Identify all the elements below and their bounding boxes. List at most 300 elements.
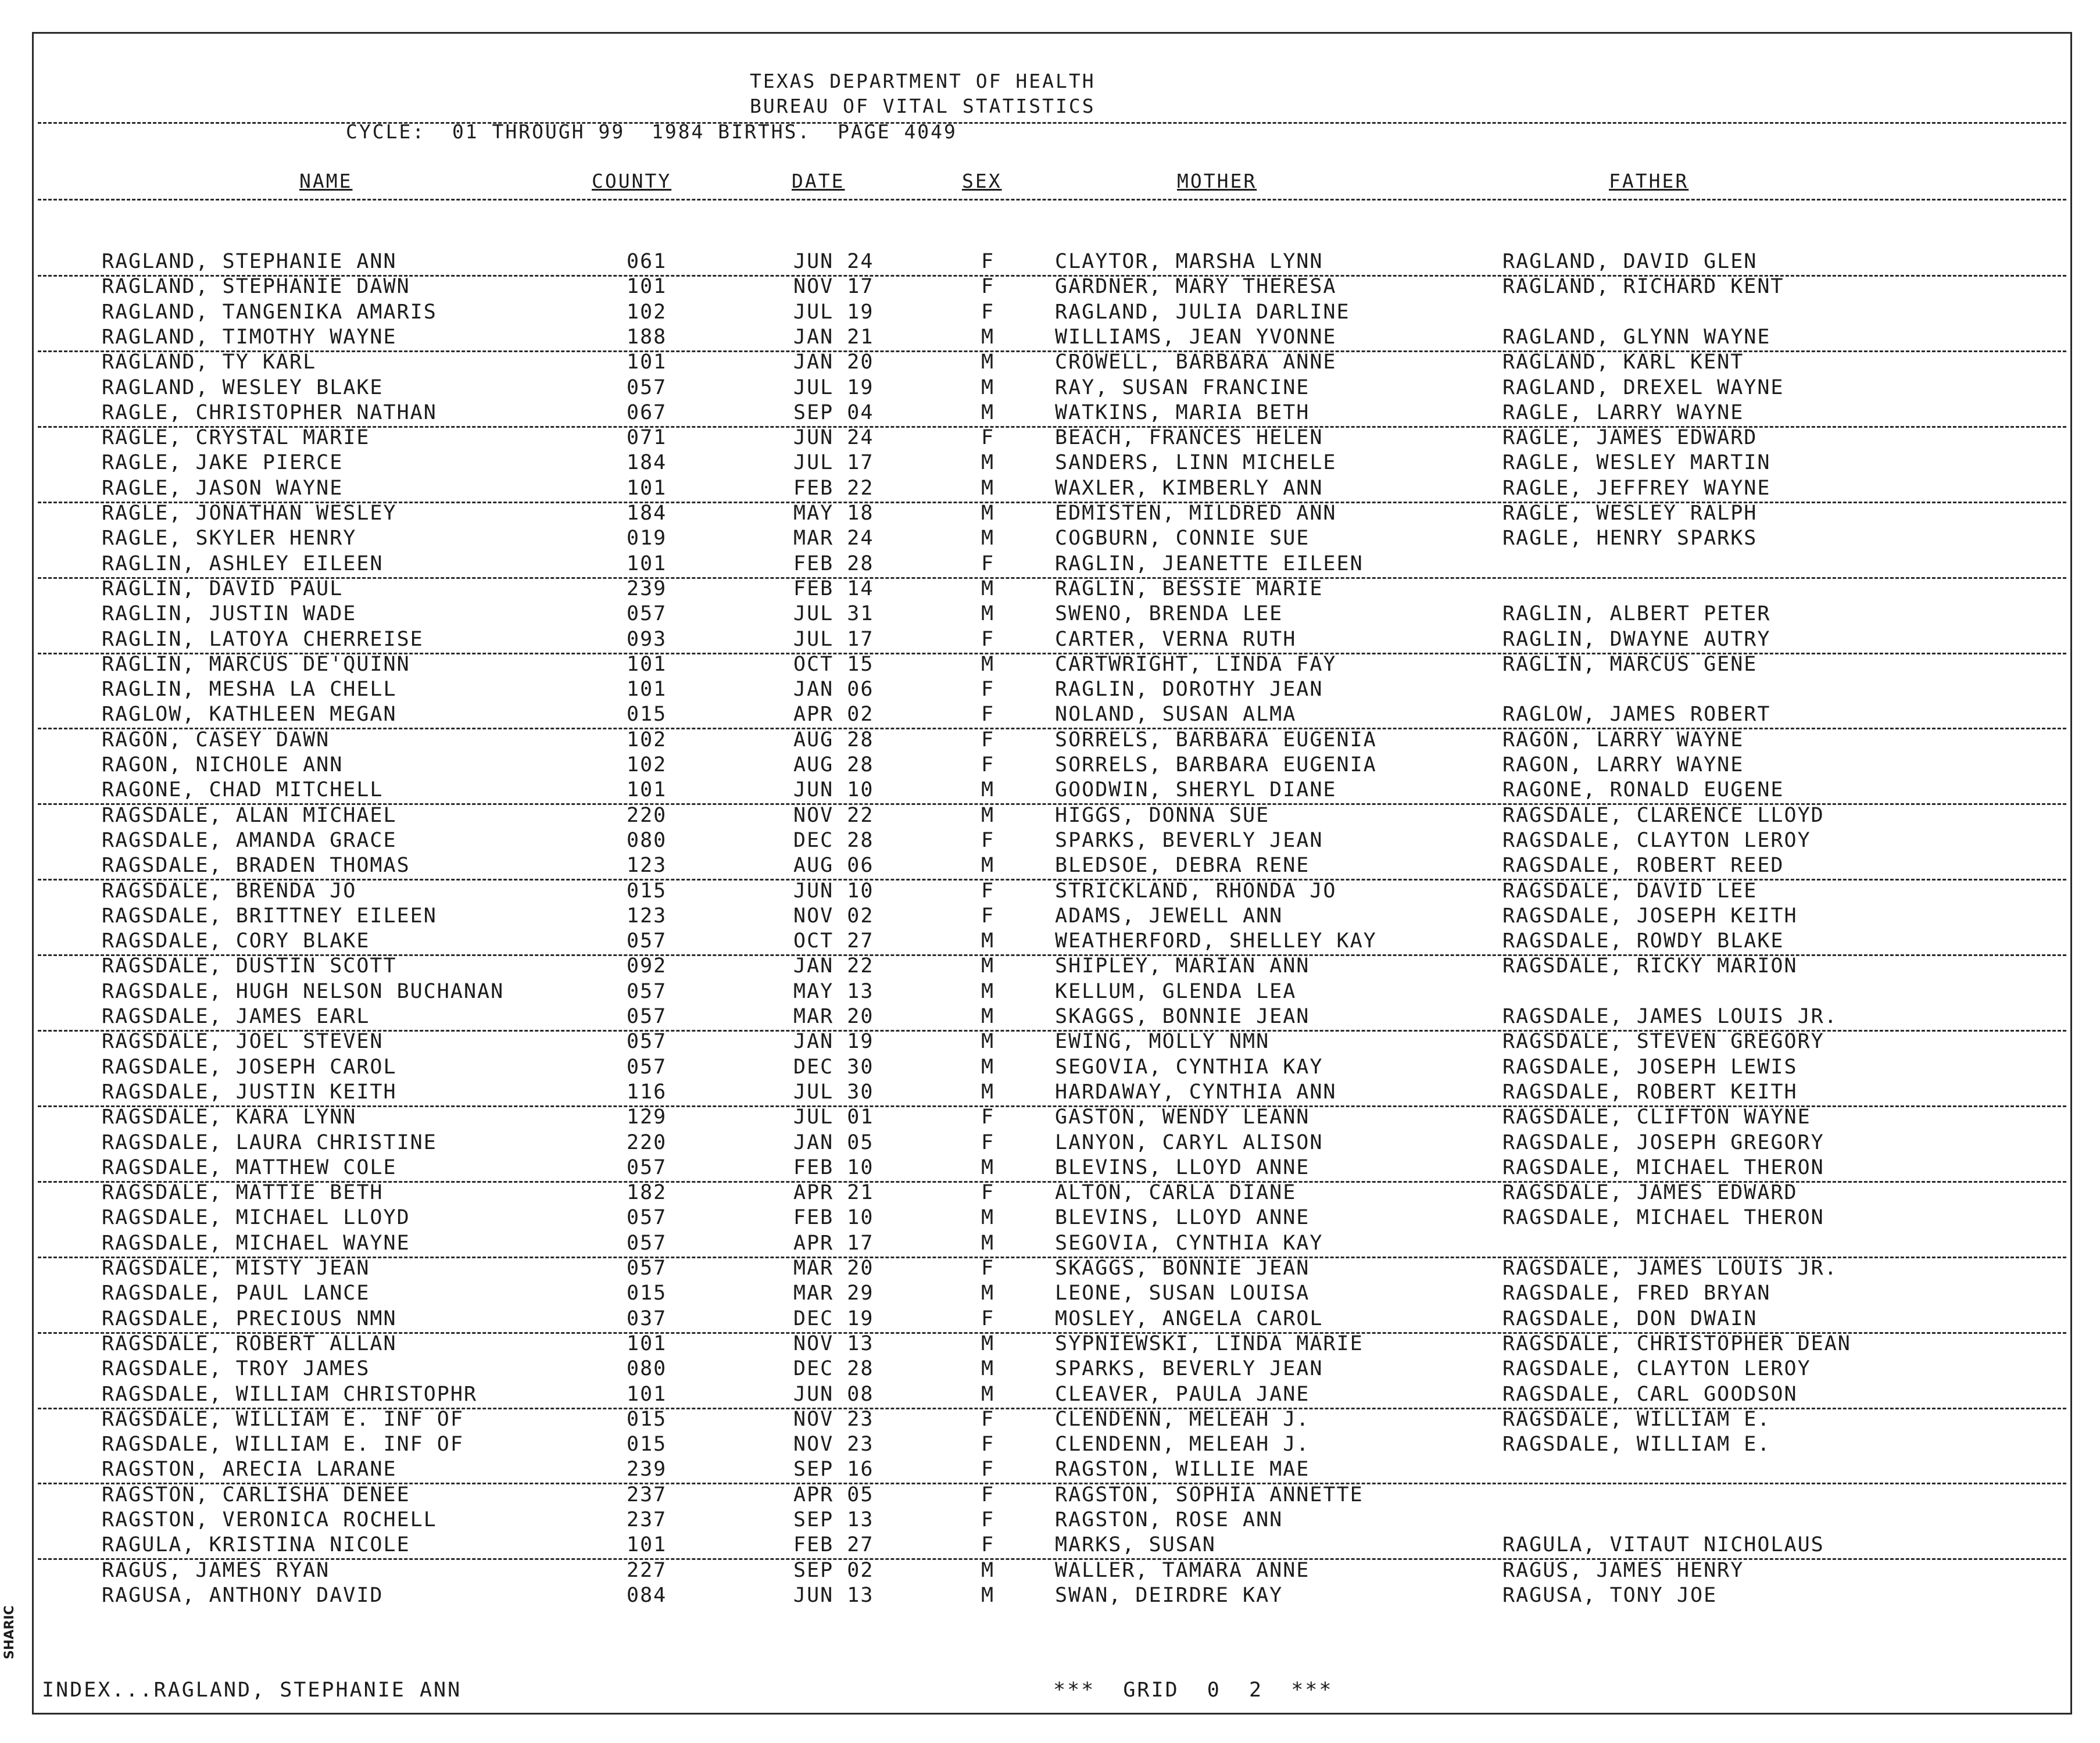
cell-date: APR 02 xyxy=(793,703,874,726)
cell-date: SEP 04 xyxy=(793,401,874,424)
cell-sex: M xyxy=(981,954,995,978)
cell-sex: F xyxy=(981,1105,995,1129)
table-row xyxy=(0,1180,2100,1205)
cell-father: RAGSDALE, JOSEPH LEWIS xyxy=(1502,1055,1798,1079)
column-header-sex: SEX xyxy=(962,170,1002,192)
cell-mother: KELLUM, GLENDA LEA xyxy=(1055,980,1297,1003)
cell-father: RAGLE, JEFFREY WAYNE xyxy=(1502,477,1771,500)
cell-mother: SYPNIEWSKI, LINDA MARIE xyxy=(1055,1332,1364,1355)
cell-mother: GOODWIN, SHERYL DIANE xyxy=(1055,778,1337,801)
cell-date: JAN 05 xyxy=(793,1131,874,1154)
cell-date: JUL 17 xyxy=(793,451,874,474)
cell-sex: F xyxy=(981,1257,995,1280)
cell-date: JUL 19 xyxy=(793,300,874,324)
cell-father: RAGLE, HENRY SPARKS xyxy=(1502,527,1758,550)
cell-name: RAGSDALE, JOEL STEVEN xyxy=(102,1030,384,1053)
column-header-name: NAME xyxy=(299,170,353,192)
table-row xyxy=(0,677,2100,702)
table-row xyxy=(0,375,2100,400)
cell-mother: COGBURN, CONNIE SUE xyxy=(1055,527,1310,550)
cell-county: 057 xyxy=(627,1156,667,1179)
cell-county: 057 xyxy=(627,1206,667,1229)
cell-name: RAGSDALE, JUSTIN KEITH xyxy=(102,1080,397,1104)
table-row xyxy=(0,525,2100,551)
cell-name: RAGSDALE, WILLIAM E. INF OF xyxy=(102,1408,464,1431)
cell-father: RAGLIN, MARCUS GENE xyxy=(1502,653,1758,676)
table-row xyxy=(0,1331,2100,1357)
cell-county: 116 xyxy=(627,1080,667,1104)
cell-name: RAGSDALE, MICHAEL LLOYD xyxy=(102,1206,410,1229)
cell-county: 102 xyxy=(627,728,667,751)
table-row xyxy=(0,752,2100,778)
table-row xyxy=(0,601,2100,627)
cell-county: 084 xyxy=(627,1584,667,1607)
cell-mother: CARTER, VERNA RUTH xyxy=(1055,628,1297,651)
cell-sex: F xyxy=(981,300,995,324)
cell-sex: M xyxy=(981,1156,995,1179)
cell-name: RAGON, CASEY DAWN xyxy=(102,728,330,751)
cell-date: FEB 27 xyxy=(793,1533,874,1556)
cell-father: RAGLAND, DREXEL WAYNE xyxy=(1502,376,1784,399)
table-row xyxy=(0,274,2100,299)
cell-date: MAR 29 xyxy=(793,1282,874,1305)
cell-name: RAGSTON, CARLISHA DENEE xyxy=(102,1483,410,1506)
table-row xyxy=(0,903,2100,929)
cell-county: 188 xyxy=(627,325,667,349)
cell-name: RAGSTON, ARECIA LARANE xyxy=(102,1458,397,1481)
table-row xyxy=(0,1381,2100,1407)
cell-mother: SKAGGS, BONNIE JEAN xyxy=(1055,1005,1310,1028)
cell-sex: M xyxy=(981,804,995,827)
cell-name: RAGSDALE, DUSTIN SCOTT xyxy=(102,954,397,978)
table-row xyxy=(0,828,2100,853)
column-header-father: FATHER xyxy=(1609,170,1689,192)
cell-date: DEC 30 xyxy=(793,1055,874,1079)
cell-sex: F xyxy=(981,1483,995,1506)
cell-sex: M xyxy=(981,451,995,474)
table-row xyxy=(0,702,2100,727)
cell-father: RAGSDALE, CLAYTON LEROY xyxy=(1502,829,1811,852)
cell-sex: M xyxy=(981,376,995,399)
cell-county: 057 xyxy=(627,376,667,399)
cell-name: RAGSDALE, BRADEN THOMAS xyxy=(102,854,410,877)
table-row xyxy=(0,1356,2100,1381)
cell-date: SEP 13 xyxy=(793,1508,874,1531)
cell-mother: MOSLEY, ANGELA CAROL xyxy=(1055,1307,1323,1330)
table-row xyxy=(0,349,2100,375)
cell-county: 015 xyxy=(627,703,667,726)
cell-date: NOV 23 xyxy=(793,1433,874,1456)
cell-mother: BEACH, FRANCES HELEN xyxy=(1055,426,1323,449)
cell-county: 102 xyxy=(627,300,667,324)
cell-father: RAGSDALE, JAMES LOUIS JR. xyxy=(1502,1257,1838,1280)
cell-sex: F xyxy=(981,904,995,928)
bureau-title: BUREAU OF VITAL STATISTICS xyxy=(750,95,1096,117)
cell-county: 101 xyxy=(627,552,667,575)
cell-county: 101 xyxy=(627,653,667,676)
cell-father: RAGSDALE, CARL GOODSON xyxy=(1502,1383,1798,1406)
cell-sex: F xyxy=(981,703,995,726)
cell-mother: CLEAVER, PAULA JANE xyxy=(1055,1383,1310,1406)
cell-mother: EWING, MOLLY NMN xyxy=(1055,1030,1270,1053)
table-row xyxy=(0,878,2100,904)
cell-name: RAGLAND, TANGENIKA AMARIS xyxy=(102,300,437,324)
cell-sex: F xyxy=(981,1307,995,1330)
cell-date: MAY 13 xyxy=(793,980,874,1003)
cell-sex: M xyxy=(981,401,995,424)
cell-name: RAGSDALE, WILLIAM CHRISTOPHR xyxy=(102,1383,478,1406)
cell-mother: CLAYTOR, MARSHA LYNN xyxy=(1055,250,1323,273)
cell-name: RAGONE, CHAD MITCHELL xyxy=(102,778,384,801)
cell-county: 019 xyxy=(627,527,667,550)
cell-county: 101 xyxy=(627,1533,667,1556)
cell-name: RAGSDALE, AMANDA GRACE xyxy=(102,829,397,852)
cell-sex: M xyxy=(981,1357,995,1380)
cell-date: DEC 28 xyxy=(793,1357,874,1380)
cell-county: 015 xyxy=(627,1433,667,1456)
column-header-divider xyxy=(38,199,2066,201)
cell-date: MAR 20 xyxy=(793,1005,874,1028)
cell-sex: F xyxy=(981,1458,995,1481)
cell-date: JUL 19 xyxy=(793,376,874,399)
cell-name: RAGLE, JONATHAN WESLEY xyxy=(102,502,397,525)
cell-name: RAGSDALE, KARA LYNN xyxy=(102,1105,357,1129)
cell-father: RAGLE, JAMES EDWARD xyxy=(1502,426,1758,449)
cell-date: OCT 27 xyxy=(793,929,874,953)
cell-name: RAGSDALE, JAMES EARL xyxy=(102,1005,370,1028)
cell-father: RAGSDALE, JAMES EDWARD xyxy=(1502,1181,1798,1204)
cell-date: APR 05 xyxy=(793,1483,874,1506)
table-row xyxy=(0,1054,2100,1080)
cell-name: RAGSDALE, MICHAEL WAYNE xyxy=(102,1232,410,1255)
cell-name: RAGSDALE, CORY BLAKE xyxy=(102,929,370,953)
cell-name: RAGSDALE, PRECIOUS NMN xyxy=(102,1307,397,1330)
cell-sex: F xyxy=(981,552,995,575)
cell-date: AUG 06 xyxy=(793,854,874,877)
cell-date: APR 21 xyxy=(793,1181,874,1204)
cell-father: RAGSDALE, FRED BRYAN xyxy=(1502,1282,1771,1305)
table-row xyxy=(0,979,2100,1004)
cell-mother: RAGLIN, DOROTHY JEAN xyxy=(1055,678,1323,701)
cell-county: 184 xyxy=(627,502,667,525)
cell-mother: SWAN, DEIRDRE KAY xyxy=(1055,1584,1283,1607)
cell-sex: M xyxy=(981,980,995,1003)
side-label: SHARIC xyxy=(2,1605,17,1659)
cell-mother: WATKINS, MARIA BETH xyxy=(1055,401,1310,424)
cell-father: RAGSDALE, CHRISTOPHER DEAN xyxy=(1502,1332,1851,1355)
cell-county: 220 xyxy=(627,804,667,827)
cell-county: 080 xyxy=(627,829,667,852)
cell-name: RAGSDALE, PAUL LANCE xyxy=(102,1282,370,1305)
cell-name: RAGLE, JASON WAYNE xyxy=(102,477,344,500)
cell-county: 015 xyxy=(627,1408,667,1431)
cell-mother: GASTON, WENDY LEANN xyxy=(1055,1105,1310,1129)
cell-mother: RAGLAND, JULIA DARLINE xyxy=(1055,300,1350,324)
cell-county: 015 xyxy=(627,1282,667,1305)
cell-county: 101 xyxy=(627,778,667,801)
cell-county: 237 xyxy=(627,1508,667,1531)
cell-county: 237 xyxy=(627,1483,667,1506)
cell-mother: GARDNER, MARY THERESA xyxy=(1055,275,1337,298)
cell-county: 057 xyxy=(627,1257,667,1280)
column-header-county: COUNTY xyxy=(592,170,672,192)
cell-sex: M xyxy=(981,1080,995,1104)
cell-sex: M xyxy=(981,1055,995,1079)
cell-county: 037 xyxy=(627,1307,667,1330)
cell-county: 015 xyxy=(627,879,667,903)
table-row xyxy=(0,1205,2100,1230)
cell-sex: F xyxy=(981,728,995,751)
cell-mother: BLEVINS, LLOYD ANNE xyxy=(1055,1156,1310,1179)
cell-father: RAGSDALE, CLIFTON WAYNE xyxy=(1502,1105,1811,1129)
table-row xyxy=(0,1431,2100,1457)
cell-father: RAGLAND, DAVID GLEN xyxy=(1502,250,1758,273)
cell-mother: CROWELL, BARBARA ANNE xyxy=(1055,350,1337,374)
cell-name: RAGLAND, TY KARL xyxy=(102,350,317,374)
table-row xyxy=(0,400,2100,425)
cell-county: 123 xyxy=(627,904,667,928)
table-row xyxy=(0,1255,2100,1281)
cell-father: RAGON, LARRY WAYNE xyxy=(1502,728,1744,751)
cell-sex: F xyxy=(981,1533,995,1556)
cell-date: JUN 10 xyxy=(793,778,874,801)
cell-date: NOV 22 xyxy=(793,804,874,827)
cell-date: FEB 10 xyxy=(793,1156,874,1179)
cell-father: RAGSDALE, RICKY MARION xyxy=(1502,954,1798,978)
table-row xyxy=(0,1482,2100,1508)
cell-date: JAN 20 xyxy=(793,350,874,374)
table-row xyxy=(0,652,2100,677)
cell-father: RAGONE, RONALD EUGENE xyxy=(1502,778,1784,801)
cell-date: JAN 06 xyxy=(793,678,874,701)
cell-county: 184 xyxy=(627,451,667,474)
cell-date: JAN 22 xyxy=(793,954,874,978)
cell-sex: F xyxy=(981,1131,995,1154)
cell-father: RAGSDALE, WILLIAM E. xyxy=(1502,1408,1771,1431)
cell-father: RAGLE, LARRY WAYNE xyxy=(1502,401,1744,424)
cell-county: 071 xyxy=(627,426,667,449)
cell-name: RAGSDALE, TROY JAMES xyxy=(102,1357,370,1380)
cell-sex: M xyxy=(981,325,995,349)
cell-mother: WALLER, TAMARA ANNE xyxy=(1055,1559,1310,1582)
cell-father: RAGSDALE, MICHAEL THERON xyxy=(1502,1156,1824,1179)
cell-date: AUG 28 xyxy=(793,728,874,751)
table-row xyxy=(0,450,2100,475)
cell-name: RAGLIN, MARCUS DE'QUINN xyxy=(102,653,410,676)
table-row xyxy=(0,928,2100,954)
cell-county: 057 xyxy=(627,602,667,625)
table-row xyxy=(0,475,2100,501)
cell-sex: M xyxy=(981,1584,995,1607)
cell-mother: WILLIAMS, JEAN YVONNE xyxy=(1055,325,1337,349)
cell-name: RAGLIN, ASHLEY EILEEN xyxy=(102,552,384,575)
cell-county: 182 xyxy=(627,1181,667,1204)
cell-father: RAGLOW, JAMES ROBERT xyxy=(1502,703,1771,726)
cell-sex: M xyxy=(981,1282,995,1305)
table-row xyxy=(0,299,2100,325)
cell-father: RAGSDALE, JOSEPH KEITH xyxy=(1502,904,1798,928)
cell-father: RAGSDALE, ROBERT KEITH xyxy=(1502,1080,1798,1104)
cell-county: 101 xyxy=(627,477,667,500)
cell-county: 057 xyxy=(627,1030,667,1053)
table-row xyxy=(0,1456,2100,1482)
table-row xyxy=(0,1155,2100,1180)
cell-county: 057 xyxy=(627,1005,667,1028)
cell-father: RAGLIN, ALBERT PETER xyxy=(1502,602,1771,625)
cell-mother: WAXLER, KIMBERLY ANN xyxy=(1055,477,1323,500)
cell-name: RAGUS, JAMES RYAN xyxy=(102,1559,330,1582)
cell-father: RAGSDALE, DON DWAIN xyxy=(1502,1307,1758,1330)
cell-name: RAGSDALE, MISTY JEAN xyxy=(102,1257,370,1280)
index-footer: INDEX...RAGLAND, STEPHANIE ANN xyxy=(42,1678,462,1702)
cell-mother: SORRELS, BARBARA EUGENIA xyxy=(1055,728,1377,751)
cell-name: RAGLE, JAKE PIERCE xyxy=(102,451,344,474)
cell-sex: F xyxy=(981,678,995,701)
cell-sex: M xyxy=(981,1559,995,1582)
cell-date: FEB 10 xyxy=(793,1206,874,1229)
cell-county: 067 xyxy=(627,401,667,424)
table-row xyxy=(0,777,2100,803)
cell-date: DEC 28 xyxy=(793,829,874,852)
cell-sex: M xyxy=(981,1005,995,1028)
cell-name: RAGLAND, WESLEY BLAKE xyxy=(102,376,384,399)
cell-sex: M xyxy=(981,1383,995,1406)
table-row xyxy=(0,249,2100,274)
cell-county: 101 xyxy=(627,678,667,701)
cell-mother: HIGGS, DONNA SUE xyxy=(1055,804,1270,827)
cell-mother: SKAGGS, BONNIE JEAN xyxy=(1055,1257,1310,1280)
column-header-date: DATE xyxy=(792,170,845,192)
cell-county: 101 xyxy=(627,1332,667,1355)
cell-date: JUL 30 xyxy=(793,1080,874,1104)
table-row xyxy=(0,1079,2100,1105)
cell-county: 093 xyxy=(627,628,667,651)
cell-sex: M xyxy=(981,577,995,600)
cell-sex: M xyxy=(981,929,995,953)
cell-name: RAGSDALE, BRENDA JO xyxy=(102,879,357,903)
cell-name: RAGSDALE, JOSEPH CAROL xyxy=(102,1055,397,1079)
cell-date: DEC 19 xyxy=(793,1307,874,1330)
cell-mother: LANYON, CARYL ALISON xyxy=(1055,1131,1323,1154)
cell-name: RAGON, NICHOLE ANN xyxy=(102,753,344,776)
cell-sex: M xyxy=(981,854,995,877)
cell-date: NOV 23 xyxy=(793,1408,874,1431)
cell-father: RAGLE, WESLEY MARTIN xyxy=(1502,451,1771,474)
cell-father: RAGLAND, KARL KENT xyxy=(1502,350,1744,374)
cell-name: RAGLAND, STEPHANIE ANN xyxy=(102,250,397,273)
cell-name: RAGSDALE, LAURA CHRISTINE xyxy=(102,1131,437,1154)
table-row xyxy=(0,1004,2100,1029)
cell-name: RAGLIN, JUSTIN WADE xyxy=(102,602,357,625)
table-row xyxy=(0,1029,2100,1054)
cell-mother: SHIPLEY, MARIAN ANN xyxy=(1055,954,1310,978)
cycle-line: CYCLE: 01 THROUGH 99 1984 BIRTHS. PAGE 4049 xyxy=(346,120,957,143)
cell-mother: SEGOVIA, CYNTHIA KAY xyxy=(1055,1055,1323,1079)
cell-name: RAGSDALE, ROBERT ALLAN xyxy=(102,1332,397,1355)
cell-date: MAR 20 xyxy=(793,1257,874,1280)
cell-mother: EDMISTEN, MILDRED ANN xyxy=(1055,502,1337,525)
cell-name: RAGLAND, STEPHANIE DAWN xyxy=(102,275,410,298)
cell-county: 227 xyxy=(627,1559,667,1582)
cell-name: RAGLAND, TIMOTHY WAYNE xyxy=(102,325,397,349)
cell-county: 239 xyxy=(627,1458,667,1481)
cell-mother: SORRELS, BARBARA EUGENIA xyxy=(1055,753,1377,776)
column-header-mother: MOTHER xyxy=(1177,170,1257,192)
table-row xyxy=(0,1104,2100,1130)
cell-county: 101 xyxy=(627,1383,667,1406)
cell-sex: F xyxy=(981,1508,995,1531)
cell-mother: ADAMS, JEWELL ANN xyxy=(1055,904,1283,928)
cell-father: RAGSDALE, ROBERT REED xyxy=(1502,854,1784,877)
cell-date: JUL 17 xyxy=(793,628,874,651)
cell-sex: M xyxy=(981,1232,995,1255)
cell-sex: M xyxy=(981,502,995,525)
cell-county: 092 xyxy=(627,954,667,978)
cell-date: FEB 22 xyxy=(793,477,874,500)
cell-date: JAN 21 xyxy=(793,325,874,349)
header-divider xyxy=(38,122,2066,124)
cell-father: RAGULA, VITAUT NICHOLAUS xyxy=(1502,1533,1824,1556)
cell-father: RAGSDALE, CLARENCE LLOYD xyxy=(1502,804,1824,827)
cell-date: SEP 02 xyxy=(793,1559,874,1582)
cell-date: JUN 08 xyxy=(793,1383,874,1406)
table-row xyxy=(0,1583,2100,1608)
cell-mother: BLEVINS, LLOYD ANNE xyxy=(1055,1206,1310,1229)
cell-mother: RAGLIN, JEANETTE EILEEN xyxy=(1055,552,1364,575)
cell-mother: CLENDENN, MELEAH J. xyxy=(1055,1433,1310,1456)
cell-sex: M xyxy=(981,653,995,676)
department-title: TEXAS DEPARTMENT OF HEALTH xyxy=(750,70,1096,92)
cell-sex: M xyxy=(981,527,995,550)
cell-mother: SEGOVIA, CYNTHIA KAY xyxy=(1055,1232,1323,1255)
cell-father: RAGON, LARRY WAYNE xyxy=(1502,753,1744,776)
cell-county: 080 xyxy=(627,1357,667,1380)
cell-name: RAGSDALE, WILLIAM E. INF OF xyxy=(102,1433,464,1456)
cell-sex: M xyxy=(981,602,995,625)
cell-father: RAGLAND, RICHARD KENT xyxy=(1502,275,1784,298)
cell-mother: MARKS, SUSAN xyxy=(1055,1533,1216,1556)
cell-county: 061 xyxy=(627,250,667,273)
cell-sex: F xyxy=(981,879,995,903)
cell-county: 057 xyxy=(627,1232,667,1255)
table-row xyxy=(0,500,2100,526)
cell-county: 239 xyxy=(627,577,667,600)
cell-date: JUL 31 xyxy=(793,602,874,625)
cell-date: FEB 28 xyxy=(793,552,874,575)
cell-name: RAGSTON, VERONICA ROCHELL xyxy=(102,1508,437,1531)
cell-sex: F xyxy=(981,1408,995,1431)
cell-name: RAGUSA, ANTHONY DAVID xyxy=(102,1584,384,1607)
cell-sex: F xyxy=(981,753,995,776)
cell-sex: M xyxy=(981,477,995,500)
cell-county: 220 xyxy=(627,1131,667,1154)
cell-date: JUL 01 xyxy=(793,1105,874,1129)
grid-footer: *** GRID 0 2 *** xyxy=(1053,1678,1333,1702)
cell-date: FEB 14 xyxy=(793,577,874,600)
cell-county: 057 xyxy=(627,1055,667,1079)
cell-county: 129 xyxy=(627,1105,667,1129)
cell-date: OCT 15 xyxy=(793,653,874,676)
cell-date: NOV 02 xyxy=(793,904,874,928)
table-row xyxy=(0,425,2100,450)
cell-mother: SPARKS, BEVERLY JEAN xyxy=(1055,829,1323,852)
cell-mother: RAGLIN, BESSIE MARIE xyxy=(1055,577,1323,600)
cell-date: AUG 28 xyxy=(793,753,874,776)
cell-mother: NOLAND, SUSAN ALMA xyxy=(1055,703,1297,726)
cell-date: APR 17 xyxy=(793,1232,874,1255)
cell-date: MAY 18 xyxy=(793,502,874,525)
table-row xyxy=(0,1130,2100,1155)
